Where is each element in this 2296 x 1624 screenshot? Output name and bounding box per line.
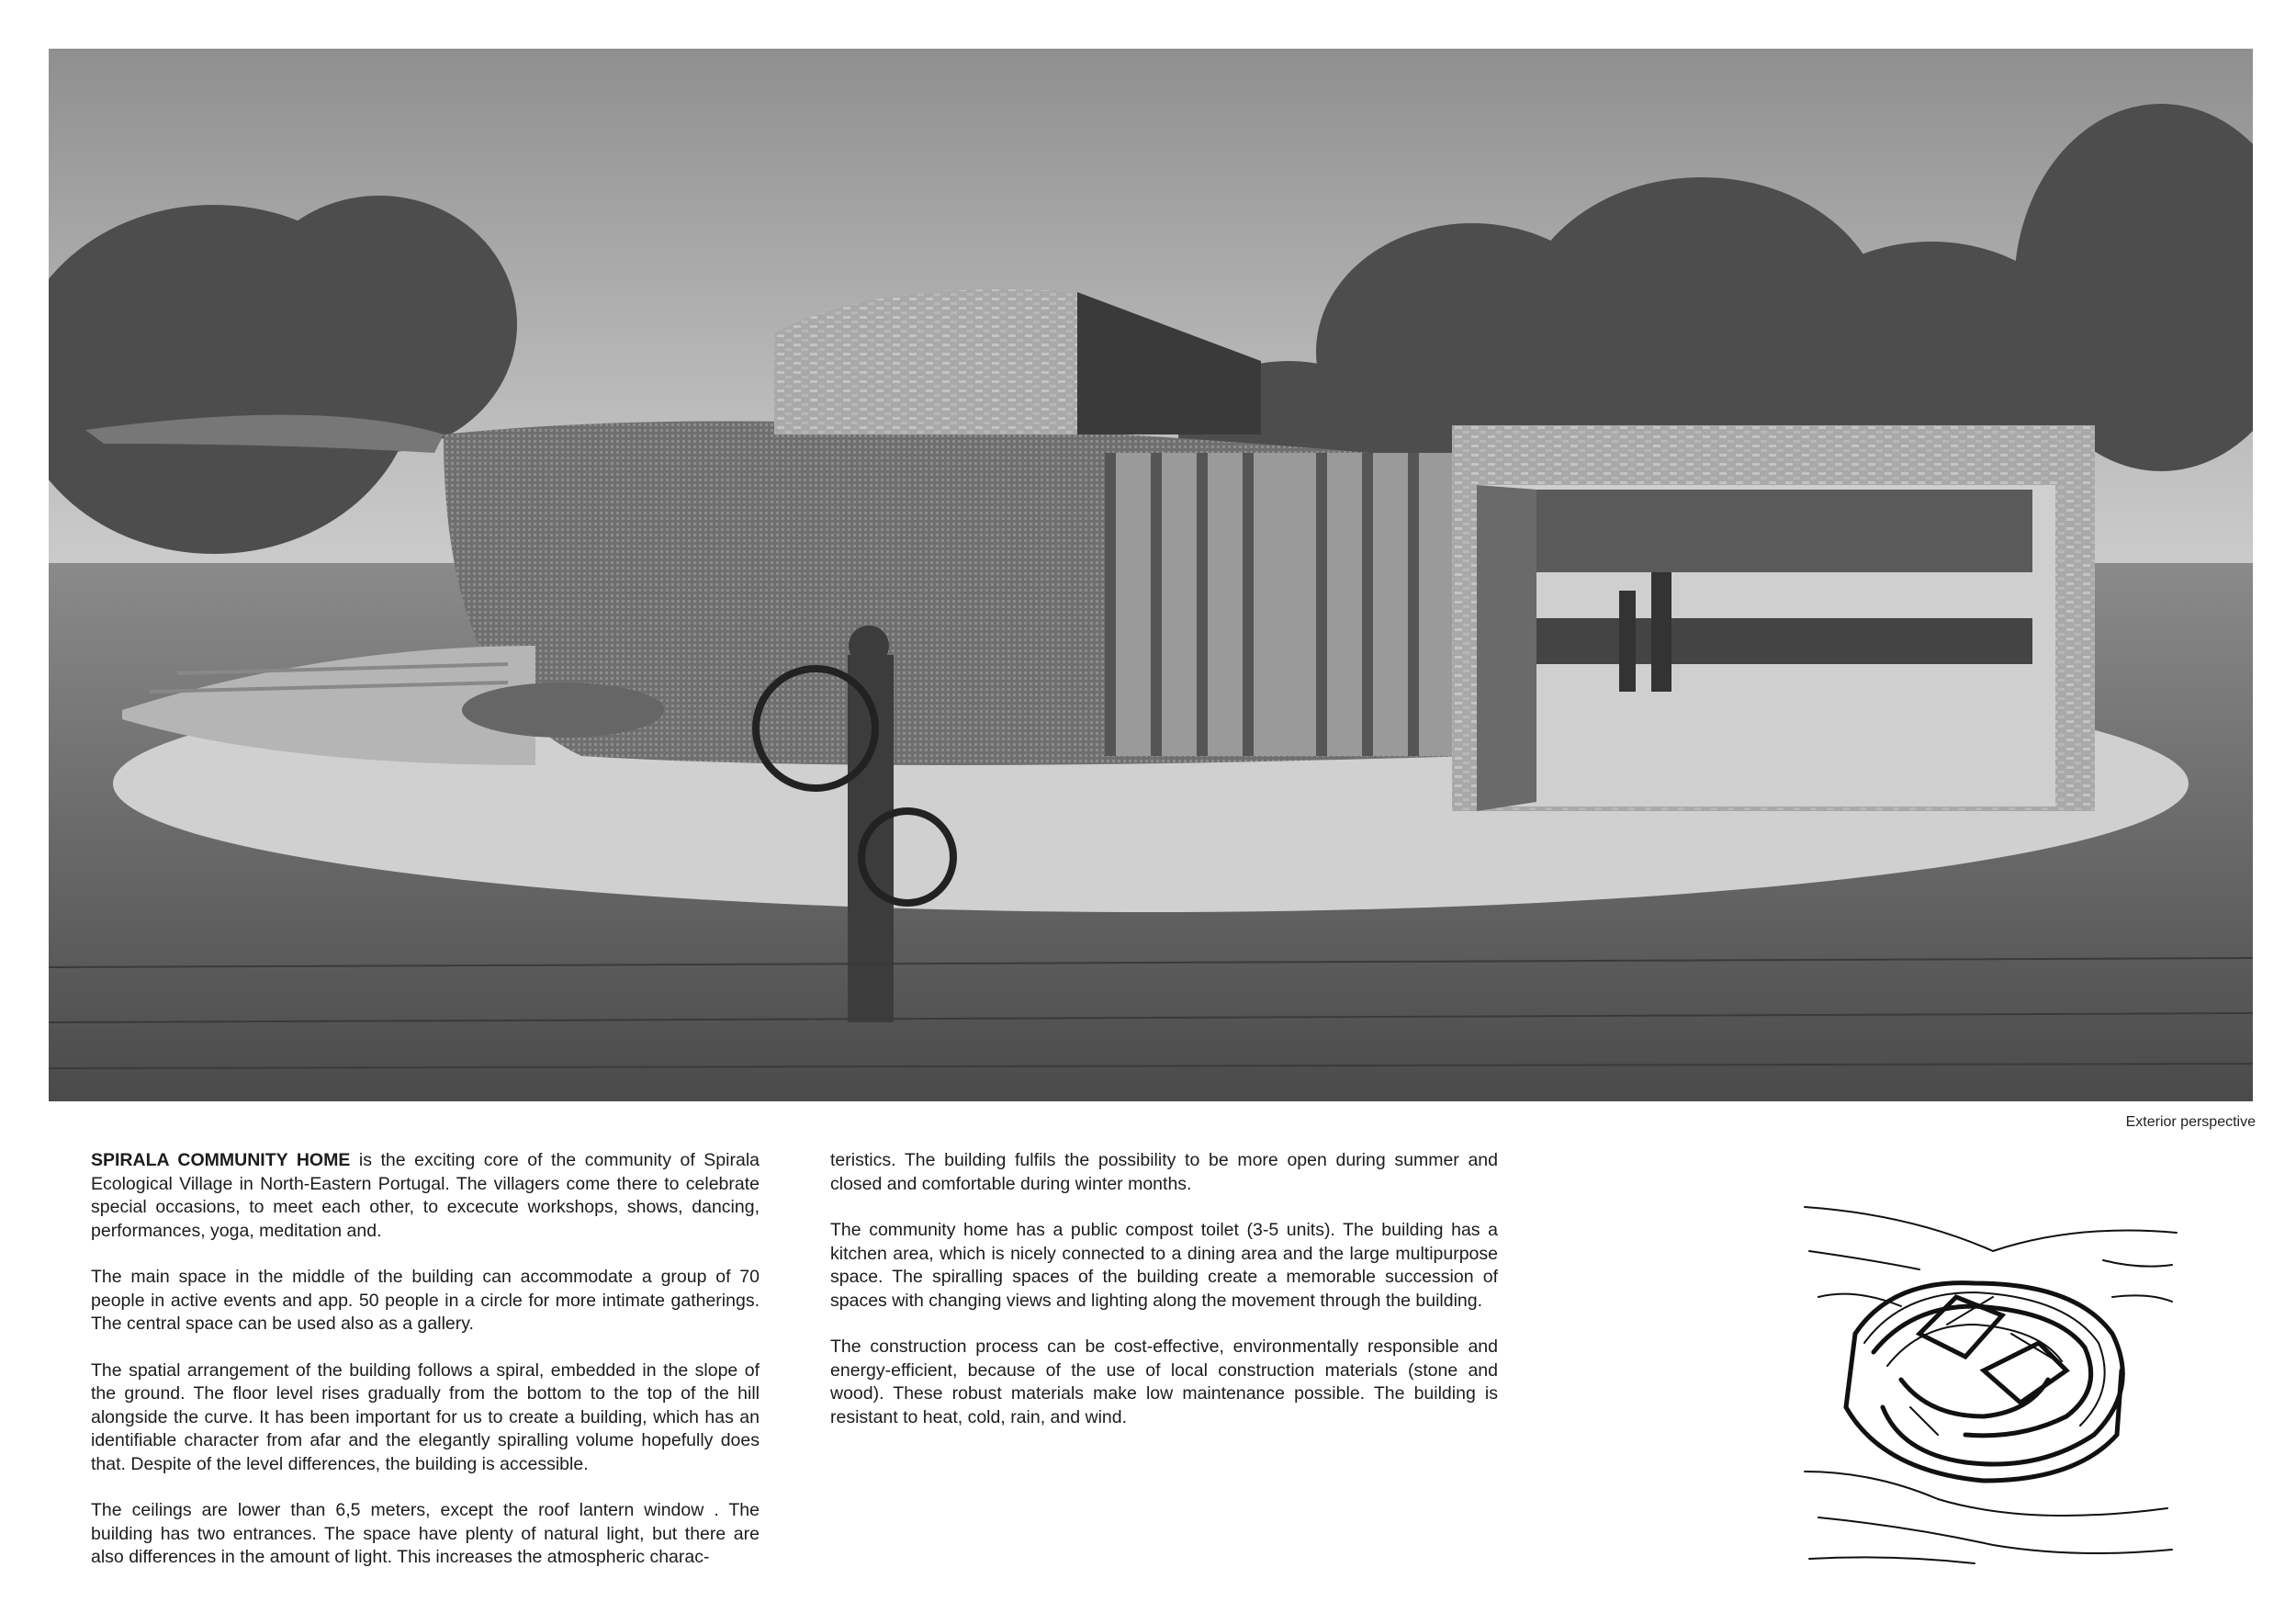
paragraph-capacity: The main space in the middle of the building can accommodate a group of 70 people in active events and app. 50 people in a circle for more intimate gatherings. The central space can be used also as a gallery. [91, 1267, 760, 1334]
image-caption: Exterior perspective [2125, 1114, 2256, 1130]
text-column-right [830, 1149, 1498, 1452]
text-column-left [91, 1149, 760, 1593]
paragraph-ceilings: The ceilings are lower than 6,5 meters, except the roof lantern window . The building has two entrances. The space have plenty of natural light, but there are also differences in the amount of light. This increases the atmospheric charac- [91, 1500, 760, 1567]
paragraph-seasons: teristics. The building fulfils the possibility to be more open during summer and closed and comfortable during winter months. [830, 1150, 1498, 1194]
exterior-perspective-image [49, 49, 2253, 1101]
paragraph-facilities: The community home has a public compost toilet (3-5 units). The building has a kitchen area, which is nicely connected to a dining area and the large multipurpose space. The spiralling spaces of the building create a memorable succession of spaces with changing views and lighting along the movement through the building. [830, 1220, 1498, 1311]
paragraph-spatial: The spatial arrangement of the building follows a spiral, embedded in the slope of the ground. The floor level rises gradually from the bottom to the top of the hill alongside the curve. It has been important for us to create a building, which has an identifiable character from afar and the elegantly spiralling volume hopefully does that. Despite of the level differences, the building is accessible. [91, 1359, 760, 1474]
intro-text: is the exciting core of the community of Spirala Ecological Village in North-Eastern Portugal. The villagers come there to celebrate special occasions, to meet each other, to excecute workshops, shows, dancing, performances, yoga, meditation and. [91, 1150, 760, 1241]
project-name: SPIRALA COMMUNITY HOME [91, 1150, 351, 1170]
paragraph-construction: The construction process can be cost-effective, environmentally responsible and energy-efficient, because of the use of local construction materials (stone and wood). These robust materials make low maintenance possible. The building is resistant to heat, cold, rain, and wind. [830, 1336, 1498, 1427]
paragraph-intro [91, 1149, 760, 1243]
spiral-sketch-image [1800, 1196, 2178, 1566]
